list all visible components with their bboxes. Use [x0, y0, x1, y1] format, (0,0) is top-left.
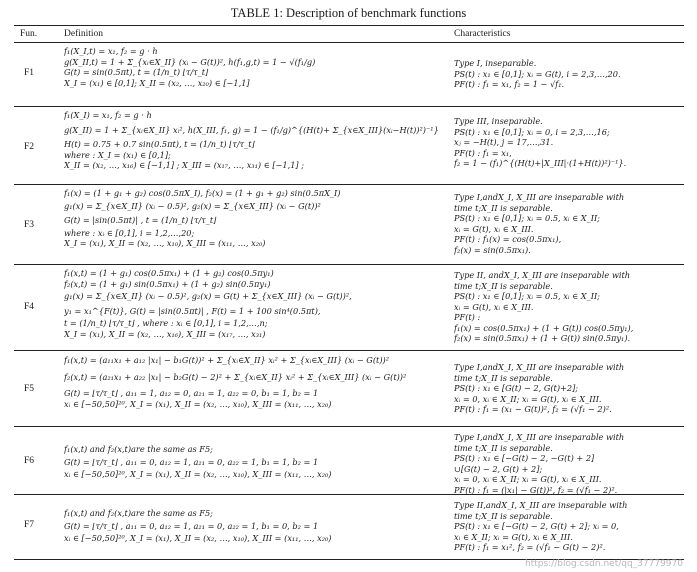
definition-line: f₁(x,t) = (1 + g₁) cos(0.5πx₁) + (1 + g₂) cos(0.5πy₁)	[64, 268, 274, 278]
characteristic-line: xᵢ = G(t), xᵢ ∈ X_III.	[454, 223, 534, 234]
characteristic-line: PS(t) : x₁ ∈ [G(t) − 2, G(t)+2];	[454, 383, 579, 393]
row-divider	[14, 350, 684, 351]
definition-line: xᵢ ∈ [−50,50]²⁰, X_I = (x₁), X_II = (x₂, …, x₁₀), X_III = (x₁₁, …, x₂₀)	[64, 533, 332, 543]
characteristic-line: time t;X_II is separable.	[454, 202, 553, 213]
characteristic-line: PF(t) : f₁ = x₁², f₂ = (√f₁ − G(t) − 2)².	[454, 542, 606, 552]
row-definition	[64, 268, 459, 339]
row-characteristics	[454, 362, 684, 415]
definition-line: X_I = (x₁), X_II = (x₂, …, x₁₆), X_III = (x₁₇, …, x₃₁)	[64, 328, 266, 339]
row-characteristics	[454, 432, 684, 495]
characteristic-line: PS(t) : x₁ ∈ [0,1]; xᵢ = 0, i = 2,3,…,16;	[454, 126, 610, 137]
characteristic-line: xᵢ = 0, xᵢ ∈ X_II; xᵢ = G(t), xᵢ ∈ X_III.	[454, 474, 602, 484]
definition-line: g₁(x) = Σ_{x∈X_II} (xᵢ − 0.5)², g₂(x) = Σ_{x∈X_III} (xᵢ − G(t))²	[64, 200, 321, 211]
table-row-f5	[14, 352, 684, 426]
row-fun-label: F4	[23, 302, 35, 312]
row-characteristics	[454, 116, 684, 169]
characteristic-line: PF(t) : f₁ = (x₁ − G(t))², f₂ = (√f₁ − 2)².	[454, 404, 612, 414]
definition-line: G(t) = |sin(0.5πt)| , t = (1/n_t) ⌊τ/τ_t⌋	[64, 215, 217, 225]
table-row-f1	[14, 44, 684, 106]
row-divider	[14, 494, 684, 495]
definition-line: y₁ = x₁^{F(t)}, G(t) = |sin(0.5πt)| , F(t) = 1 + 100 sin⁴(0.5πt),	[64, 305, 321, 316]
characteristic-line: f₂(x) = sin(0.5πx₁) + (1 + G(t)) sin(0.5πy₁).	[454, 333, 631, 343]
table-row-f4	[14, 266, 684, 350]
definition-line: G(t) = ⌊τ/τ_t⌋ , a₁₁ = 0, a₁₂ = 1, a₂₁ = 0, a₂₂ = 1, b₁ = 1, b₂ = 1	[64, 456, 319, 467]
definition-line: H(t) = 0.75 + 0.7 sin(0.5πt), t = (1/n_t) ⌊τ/τ_t⌋	[64, 139, 255, 149]
table-row-f7	[14, 496, 684, 556]
definition-line: f₁(X_I) = x₁, f₂ = g · h	[64, 110, 152, 120]
characteristic-line: PS(t) : x₁ ∈ [0,1]; xᵢ = 0.5, xᵢ ∈ X_II;	[454, 291, 600, 301]
header-characteristics: Characteristics	[454, 29, 511, 39]
definition-line: f₁(x,t) = (a₁₁x₁ + a₁₂ |x₁| − b₁G(t))² + Σ_{xᵢ∈X_II} xᵢ² + Σ_{xᵢ∈X_III} (xᵢ − G(t))²	[64, 355, 390, 365]
characteristic-line: ∪[G(t) − 2, G(t) + 2];	[454, 463, 543, 474]
row-fun-label: F3	[23, 220, 35, 230]
row-fun-label: F2	[23, 142, 35, 152]
definition-line: g₁(x) = Σ_{x∈X_II} (xᵢ − 0.5)², g₂(x) = G(t) + Σ_{x∈X_III} (xᵢ − G(t))²,	[64, 291, 352, 301]
characteristic-line: xᵢ = 0, xᵢ ∈ X_II; xᵢ = G(t), xᵢ ∈ X_III.	[454, 393, 602, 404]
row-fun-label: F7	[23, 520, 35, 530]
characteristic-line: xⱼ = −H(t), j = 17,…,31.	[454, 137, 554, 147]
row-characteristics	[454, 192, 684, 255]
characteristic-line: time t;X_II is separable.	[454, 372, 553, 383]
characteristic-line: time t;X_II is separable.	[454, 510, 553, 521]
row-characteristics	[454, 270, 684, 344]
definition-line: xᵢ ∈ [−50,50]²⁰, X_I = (x₁), X_II = (x₂, …, x₁₀), X_III = (x₁₁, …, x₂₀)	[64, 398, 332, 409]
characteristic-line: Type II, andX_I, X_III are inseparable with	[454, 270, 631, 280]
table-row-f6	[14, 428, 684, 494]
definition-line: X_II = (x₂, …, x₁₆) ∈ [−1,1] ; X_III = (x₁₇, …, x₃₁) ∈ [−1,1] ;	[64, 160, 304, 170]
characteristic-line: PF(t) : f₁ = (|x₁| − G(t))², f₂ = (√f₁ − 2)².	[454, 484, 618, 495]
row-definition	[64, 110, 459, 171]
definition-line: f₂(x,t) = (1 + g₁) sin(0.5πx₁) + (1 + g₂) sin(0.5πy₁)	[64, 278, 271, 289]
characteristic-line: PS(t) : x₁ ∈ [0,1]; xᵢ = G(t), i = 2,3,…,20.	[454, 68, 621, 79]
row-definition	[64, 188, 459, 249]
row-definition	[64, 508, 459, 544]
row-characteristics	[454, 58, 684, 90]
row-definition	[64, 444, 459, 480]
characteristic-line: PF(t) : f₁ = x₁,	[454, 147, 512, 158]
characteristic-line: PS(t) : x₁ ∈ [−G(t) − 2, −G(t) + 2]	[454, 453, 595, 463]
row-fun-label: F5	[23, 384, 35, 394]
top-rule	[14, 25, 684, 26]
definition-line: f₁(x,t) and f₂(x,t)are the same as F5;	[64, 444, 213, 454]
row-divider	[14, 426, 684, 427]
row-divider	[14, 106, 684, 107]
characteristic-line: Type I,andX_I, X_III are inseparable with	[454, 432, 625, 442]
table-row-f2	[14, 108, 684, 184]
characteristic-line: Type I,andX_I, X_III are inseparable with	[454, 362, 625, 372]
definition-line: G(t) = ⌊τ/τ_t⌋ , a₁₁ = 0, a₁₂ = 1, a₂₁ = 0, a₂₂ = 1, b₁ = 0, b₂ = 1	[64, 520, 319, 531]
definition-line: f₁(X_I,t) = x₁, f₂ = g · h	[64, 46, 158, 56]
definition-line: f₁(x) = (1 + g₁ + g₂) cos(0.5πX_I), f₂(x) = (1 + g₁ + g₂) sin(0.5πX_I)	[64, 188, 341, 198]
characteristic-line: PF(t) : f₁(x) = cos(0.5πx₁),	[454, 234, 562, 244]
characteristic-line: Type II,andX_I, X_III are inseparable with	[454, 500, 628, 510]
row-fun-label: F1	[23, 68, 35, 78]
watermark-text: https://blog.csdn.net/qq_37779970	[524, 559, 683, 569]
characteristic-line: Type III, inseparable.	[454, 116, 543, 126]
row-characteristics	[454, 500, 684, 553]
definition-line: t = (1/n_t) ⌊τ/τ_t⌋ , where : xᵢ ∈ [0,1], i = 1,2,…,n;	[64, 318, 268, 328]
characteristic-line: PS(t) : x₁ ∈ [0,1]; xᵢ = 0.5, xᵢ ∈ X_II;	[454, 213, 600, 223]
header-fun: Fun.	[20, 29, 38, 39]
characteristic-line: f₂ = 1 − (f₁)^{(H(t)+|X_III|·(1+H(t))²)⁻¹}.	[454, 158, 627, 168]
table-caption: TABLE 1: Description of benchmark functions	[230, 6, 467, 20]
definition-line: G(t) = ⌊τ/τ_t⌋ , a₁₁ = 1, a₁₂ = 0, a₂₁ = 1, a₂₂ = 0, b₁ = 1, b₂ = 1	[64, 388, 319, 398]
characteristic-line: f₁(x) = cos(0.5πx₁) + (1 + G(t)) cos(0.5πy₁),	[454, 322, 634, 333]
definition-line: f₂(x,t) = (a₂₁x₁ + a₂₂ |x₁| − b₂G(t) − 2)² + Σ_{xᵢ∈X_II} xᵢ² + Σ_{xᵢ∈X_III} (xᵢ − G(t))²	[64, 371, 407, 382]
characteristic-line: Type I, inseparable.	[454, 58, 537, 68]
characteristic-line: PS(t) : x₁ ∈ [−G(t) − 2, G(t) + 2]; xᵢ = 0,	[454, 521, 619, 531]
definition-line: G(t) = sin(0.5πt), t = (1/n_t) ⌊τ/τ_t⌋	[64, 67, 209, 77]
header-rule	[14, 42, 684, 43]
row-definition	[64, 354, 459, 409]
definition-line: where : xᵢ ∈ [0,1], i = 1,2,…,20;	[64, 227, 195, 238]
row-definition	[64, 46, 459, 88]
characteristic-line: Type I,andX_I, X_III are inseparable with	[454, 192, 625, 202]
row-divider	[14, 184, 684, 185]
definition-line: X_I = (x₁), X_II = (x₂, …, x₁₀), X_III = (x₁₁, …, x₂₀)	[64, 238, 266, 248]
definition-line: f₁(x,t) and f₂(x,t)are the same as F5;	[64, 508, 213, 518]
characteristic-line: f₂(x) = sin(0.5πx₁).	[454, 244, 531, 255]
definition-line: where : X_I = (x₁) ∈ [0,1];	[64, 149, 171, 160]
definition-line: g(X_II,t) = 1 + Σ_{xᵢ∈X_II} (xᵢ − G(t))², h(f₁,g,t) = 1 − √(f₁/g)	[64, 56, 316, 67]
row-divider	[14, 264, 684, 265]
definition-line: X_I = (x₁) ∈ [0,1]; X_II = (x₂, …, x₂₀) ∈ [−1,1]	[64, 77, 250, 88]
characteristic-line: PF(t) : f₁ = x₁, f₂ = 1 − √f₁.	[454, 79, 565, 89]
header-definition: Definition	[64, 29, 104, 39]
definition-line: xᵢ ∈ [−50,50]²⁰, X_I = (x₁), X_II = (x₂, …, x₁₀), X_III = (x₁₁, …, x₂₀)	[64, 469, 332, 479]
characteristic-line: time t;X_II is separable.	[454, 442, 553, 453]
row-fun-label: F6	[23, 456, 35, 466]
table-row-f3	[14, 186, 684, 264]
characteristic-line: PF(t) :	[454, 312, 481, 322]
characteristic-line: xᵢ ∈ X_II; xᵢ = G(t), xᵢ ∈ X_III.	[454, 531, 573, 542]
characteristic-line: xᵢ = G(t), xᵢ ∈ X_III.	[454, 301, 534, 312]
characteristic-line: time t;X_II is separable.	[454, 280, 553, 291]
definition-line: g(X_II) = 1 + Σ_{xᵢ∈X_II} xᵢ², h(X_III, f₁, g) = 1 − (f₁/g)^{(H(t)+ Σ_{x∈X_III}(xᵢ−H(t))²)⁻¹}	[64, 124, 439, 135]
